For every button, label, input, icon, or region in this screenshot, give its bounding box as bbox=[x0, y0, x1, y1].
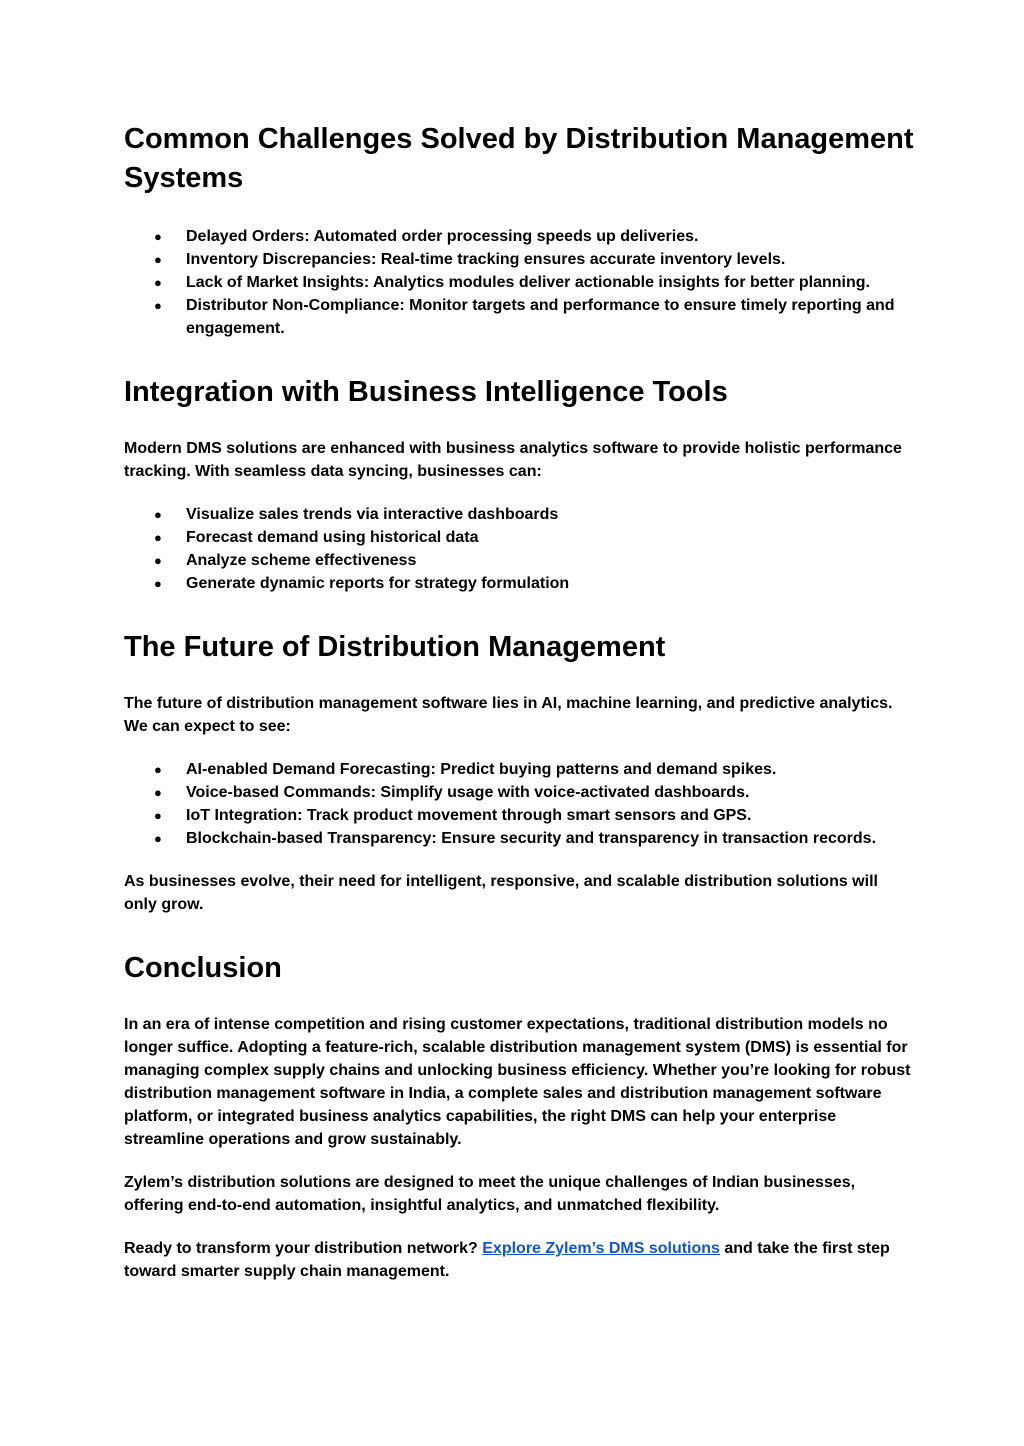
conclusion-paragraph-1: In an era of intense competition and rising customer expectations, traditional distribution models no longer suffice. Adopting a feature-rich, scalable distribution management system (DMS) is essential for managing complex supply chains and unlocking business efficiency. Whether you’re looking for robust distribution management software in India, a complete sales and distribution management software platform, or integrated business analytics capabilities, the right DMS can help your enterprise streamline operations and grow sustainably. bbox=[124, 1016, 911, 1148]
bullet-icon: ● bbox=[154, 229, 162, 244]
list-item: ● Distributor Non-Compliance: Monitor targets and performance to ensure timely reporting and engagement. bbox=[124, 294, 914, 340]
bullet-icon: ● bbox=[154, 252, 162, 267]
conclusion-cta bbox=[124, 1237, 914, 1283]
explore-dms-link[interactable]: Explore Zylem’s DMS solutions bbox=[482, 1240, 720, 1257]
bullet-icon: ● bbox=[154, 275, 162, 290]
bullet-icon: ● bbox=[154, 576, 162, 591]
list-item: ● Generate dynamic reports for strategy formulation bbox=[124, 572, 914, 595]
bullet-icon: ● bbox=[154, 808, 162, 823]
list-item: ● Analyze scheme effectiveness bbox=[124, 549, 914, 572]
future-outro: As businesses evolve, their need for intelligent, responsive, and scalable distribution solutions will only grow. bbox=[124, 873, 878, 913]
integration-intro: Modern DMS solutions are enhanced with business analytics software to provide holistic performance tracking. With seamless data syncing, businesses can: bbox=[124, 440, 902, 480]
cta-text-before: Ready to transform your distribution network? bbox=[124, 1240, 483, 1257]
bullet-icon: ● bbox=[154, 530, 162, 545]
list-item: ● IoT Integration: Track product movement through smart sensors and GPS. bbox=[124, 804, 914, 827]
document-page bbox=[124, 120, 914, 1283]
integration-list bbox=[124, 503, 914, 595]
list-item: ● Inventory Discrepancies: Real-time tracking ensures accurate inventory levels. bbox=[124, 248, 914, 271]
list-item: ● Delayed Orders: Automated order processing speeds up deliveries. bbox=[124, 225, 914, 248]
list-item: ● Voice-based Commands: Simplify usage with voice-activated dashboards. bbox=[124, 781, 914, 804]
future-intro: The future of distribution management software lies in AI, machine learning, and predictive analytics. We can expect to see: bbox=[124, 695, 893, 735]
conclusion-paragraph-2: Zylem’s distribution solutions are designed to meet the unique challenges of Indian businesses, offering end-to-end automation, insightful analytics, and unmatched flexibility. bbox=[124, 1174, 856, 1214]
bullet-icon: ● bbox=[154, 785, 162, 800]
list-item: ● Blockchain-based Transparency: Ensure security and transparency in transaction records. bbox=[124, 827, 914, 850]
list-item: ● Forecast demand using historical data bbox=[124, 526, 914, 549]
bullet-icon: ● bbox=[154, 831, 162, 846]
bullet-icon: ● bbox=[154, 762, 162, 777]
section-heading-conclusion: Conclusion bbox=[124, 952, 282, 984]
section-heading-future: The Future of Distribution Management bbox=[124, 631, 666, 663]
future-list bbox=[124, 758, 914, 850]
challenges-list bbox=[124, 225, 914, 340]
bullet-icon: ● bbox=[154, 298, 162, 313]
section-heading-integration: Integration with Business Intelligence Tools bbox=[124, 376, 728, 408]
section-heading-challenges: Common Challenges Solved by Distribution Management Systems bbox=[124, 123, 914, 194]
cta-text-after: and take the first step toward smarter supply chain management. bbox=[124, 1240, 890, 1280]
bullet-icon: ● bbox=[154, 507, 162, 522]
list-item: ● Lack of Market Insights: Analytics modules deliver actionable insights for better planning. bbox=[124, 271, 914, 294]
bullet-icon: ● bbox=[154, 553, 162, 568]
list-item: ● Visualize sales trends via interactive dashboards bbox=[124, 503, 914, 526]
list-item: ● AI-enabled Demand Forecasting: Predict buying patterns and demand spikes. bbox=[124, 758, 914, 781]
